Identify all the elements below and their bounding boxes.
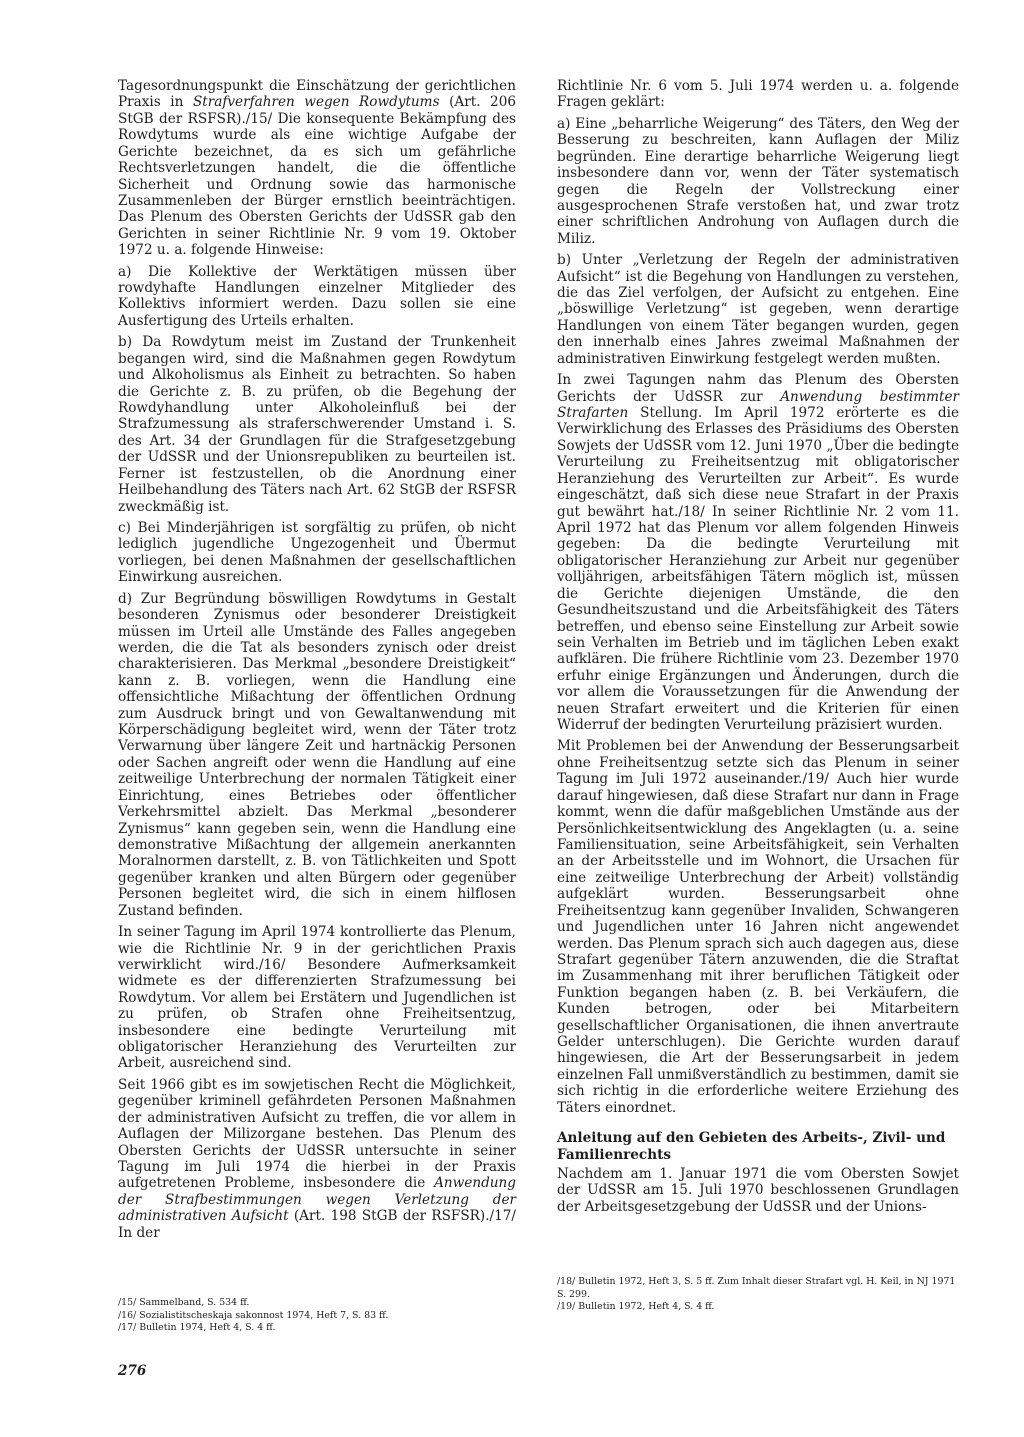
paragraph xyxy=(118,520,516,586)
paragraph xyxy=(118,78,516,259)
paragraph xyxy=(118,591,516,919)
paragraph xyxy=(118,1077,516,1241)
section-heading: Anleitung auf den Gebieten des Arbeits-, Zivil- und Familienrechts xyxy=(557,1130,946,1163)
footnote-15: /15/ Sammelband, S. 534 ff. xyxy=(118,1297,250,1308)
text-run: b) Da Rowdytum meist im Zustand der Trunkenheit begangen wird, sind die Maßnahmen gegen Rowdytum und Alkoholismus als Einheit zu betrachten. So haben die Gerichte z. B. zu prüfen, ob die Begehung der Rowdyhandlung unter Alkoholeinfluß bei der Strafzumessung als straferschwerender Umstand i. S. des Art. 34 der Grundlagen für die Strafgesetzgebung der UdSSR und der Unionsrepubliken zu beurteilen ist. Ferner ist festzustellen, ob die Anordnung einer Heilbehandlung des Täters nach Art. 62 StGB der RSFSR zweckmäßig ist. xyxy=(118,334,516,515)
text-run: In zwei Tagungen nahm das Plenum des Obersten Gerichts der UdSSR zur xyxy=(557,372,959,405)
emphasis-text: Strafverfahren wegen Rowdytums xyxy=(192,94,440,111)
text-run: Stellung. Im April 1972 erörterte es die Verwirklichung des Erlasses des Präsidiums des Obersten Sowjets der UdSSR vom 12. Juni 1970 „Über die bedingte Verurteilung zu Freiheitsentzug mit obligatorischer Heranziehung des Verurteilten zur Arbeit“. Es wurde eingeschätzt, daß sich diese neue Strafart in der Praxis gut bewährt hat./18/ In seiner Richtlinie Nr. 2 vom 11. April 1972 hat das Plenum vor allem folgenden Hinweis gegeben: Da die bedingte Verurteilung mit obligatorischer Heranziehung zur Arbeit nur gegenüber volljährigen, arbeitsfähigen Tätern möglich ist, müssen die Gerichte diejenigen Umstände, die den Gesundheitszustand und die Arbeitsfähigkeit des Täters betreffen, und ebenso seine Einstellung zur Arbeit sowie sein Verhalten im Betrieb und im täglichen Leben exakt aufklären. Die frühere Richtlinie vom 23. Dezember 1970 erfuhr einige Ergänzungen und Änderungen, durch die vor allem die Voraussetzungen für die Anwendung der neuen Strafart erweitert und die Kriterien für einen Widerruf der bedingten Verurteilung präzisiert wurden. xyxy=(557,405,959,734)
paragraph: Nachdem am 1. Januar 1971 die vom Obersten Sowjet der UdSSR am 15. Juli 1970 beschlossenen Grundlagen der Arbeitsgesetzgebung der UdSSR und der Unions- xyxy=(557,1166,959,1215)
emphasis-text: Anwendung der Strafbestimmungen wegen Verletzung der administrativen Aufsicht xyxy=(118,1175,516,1225)
text-run: Seit 1966 gibt es im sowjetischen Recht die Möglichkeit, gegenüber kriminell gefährdeten Personen Maßnahmen der administrativen Aufsicht zu treffen, die vor allem in Auflagen der Milizorgane bestehen. Das Plenum des Obersten Gerichts der UdSSR untersuchte in seiner Tagung im Juli 1974 die hierbei in der Praxis aufgetretenen Probleme, insbesondere die xyxy=(118,1076,516,1192)
text-run: Tagesordnungspunkt die Einschätzung der gerichtlichen Praxis in xyxy=(118,78,516,111)
paragraph xyxy=(118,334,516,515)
page-number: 276 xyxy=(118,1363,147,1379)
footnote-19: /19/ Bulletin 1972, Heft 4, S. 4 ff. xyxy=(557,1301,715,1312)
text-run: (Art. 198 StGB der RSFSR)./17/ In der xyxy=(118,1208,516,1241)
paragraph xyxy=(118,264,516,330)
footnote-16: /16/ Sozialistitscheskaja sakonnost 1974, Heft 7, S. 83 ff. xyxy=(118,1309,389,1321)
footnotes-left xyxy=(118,1297,516,1335)
paragraph xyxy=(557,372,959,733)
text-run: Mit Problemen bei der Anwendung der Besserungsarbeit ohne Freiheitsentzug setzte sich das Plenum in seiner Tagung im Juli 1972 auseinander./19/ Auch hier wurde darauf hingewiesen, daß diese Strafart nur dann in Frage kommt, wenn die dafür maßgeblichen Umstände aus der Persönlichkeitsentwicklung des Angeklagten (u. a. seine Familiensituation, seine Arbeitsfähigkeit, sein Verhalten an der Arbeitsstelle und im Wohnort, die Ursachen für eine zeitweilige Unterbrechung der Arbeit) vollständig aufgeklärt wurden. Besserungsarbeit ohne Freiheitsentzug kann gegenüber Invaliden, Schwangeren und Jugendlichen unter 16 Jahren nicht angewendet werden. Das Plenum sprach sich auch dagegen aus, diese Strafart gegenüber Tätern anzuwenden, die die Straftat im Zusammenhang mit ihrer beruflichen Tätigkeit oder Funktion begangen haben (z. B. bei Verkäufern, die Kunden betrogen, oder bei Mitarbeitern gesellschaftlicher Organisationen, die ihnen anvertraute Gelder unterschlugen). Die Gerichte wurden darauf hingewiesen, die Art der Besserungsarbeit in jedem einzelnen Fall unmißverständlich zu bestimmen, damit sie sich richtig in die erforderliche weitere Erziehung des Täters einordnet. xyxy=(557,738,959,1116)
right-column xyxy=(557,78,959,1220)
text-run: c) Bei Minderjährigen ist sorgfältig zu prüfen, ob nicht lediglich jugendliche Ungezogenheit und Übermut vorliegen, bei denen Maßnahmen der gesellschaftlichen Einwirkung ausreichen. xyxy=(118,519,516,586)
paragraph xyxy=(557,738,959,1116)
text-run: In seiner Tagung im April 1974 kontrollierte das Plenum, wie die Richtlinie Nr. 9 in der gerichtlichen Praxis verwirklicht wird./16/ Besondere Aufmerksamkeit widmete es der differenzierten Strafzumessung bei Rowdytum. Vor allem bei Erstätern und Jugendlichen ist zu prüfen, ob Strafen ohne Freiheitsentzug, insbesondere eine bedingte Verurteilung mit obligatorischer Heranziehung des Verurteilten zur Arbeit, ausreichend sind. xyxy=(118,924,516,1072)
left-column xyxy=(118,78,516,1246)
text-run: (Art. 206 StGB der RSFSR)./15/ Die konsequente Bekämpfung des Rowdytums wurde als eine wichtige Aufgabe der Gerichte bezeichnet, da es sich um gefährliche Rechtsverletzungen handelt, die die öffentliche Sicherheit und Ordnung sowie das harmonische Zusammenleben der Bürger ernstlich beeinträchtigen. Das Plenum des Obersten Gerichts der UdSSR gab den Gerichten in seiner Richtlinie Nr. 9 vom 19. Oktober 1972 u. a. folgende Hinweise: xyxy=(118,94,517,259)
text-run: a) Eine „beharrliche Weigerung“ des Täters, den Weg der Besserung zu beschreiten, kann Auflagen der Miliz begründen. Eine derartige beharrliche Weigerung liegt insbesondere dann vor, wenn der Täter systematisch gegen die Regeln der Vollstreckung einer ausgesprochenen Strafe verstoßen hat, und zwar trotz einer schriftlichen Androhung von Auflagen durch die Miliz. xyxy=(557,115,959,247)
footnote-18: /18/ Bulletin 1972, Heft 3, S. 5 ff. Zum Inhalt dieser Strafart vgl. H. Keil, in NJ 1971 S. 299. xyxy=(557,1276,956,1300)
text-run: d) Zur Begründung böswilligen Rowdytums in Gestalt besonderen Zynismus oder besonderer Dreistigkeit müssen im Urteil alle Umstände des Falles angegeben werden, die die Tat als besonders zynisch oder dreist charakterisieren. Das Merkmal „besondere Dreistigkeit“ kann z. B. vorliegen, wenn die Handlung eine offensichtliche Mißachtung der öffentlichen Ordnung zum Ausdruck bringt und von Gewaltanwendung mit Körperschädigung begleitet wird, wenn der Täter trotz Verwarnung über längere Zeit und hartnäckig Personen oder Sachen angreift oder wenn die Handlung auf eine zeitweilige Unterbrechung der normalen Tätigkeit einer Einrichtung, eines Betriebes oder öffentlicher Verkehrsmittel abzielt. Das Merkmal „besonderer Zynismus“ kann gegeben sein, wenn die Handlung eine demonstrative Mißachtung der allgemein anerkannten Moralnormen darstellt, z. B. von Tätlichkeiten und Spott gegenüber kranken und alten Bürgern oder gegenüber Personen begleitet wird, die sich in einem hilflosen Zustand befinden. xyxy=(118,590,516,919)
emphasis-text: Anwendung bestimmter Strafarten xyxy=(557,388,960,422)
text-run: a) Die Kollektive der Werktätigen müssen über rowdyhafte Handlungen einzelner Mitglieder des Kollektivs informiert werden. Dazu sollen sie eine Ausfertigung des Urteils erhalten. xyxy=(118,263,516,329)
footnote-17: /17/ Bulletin 1974, Heft 4, S. 4 ff. xyxy=(118,1322,276,1333)
paragraph xyxy=(557,78,959,111)
paragraph xyxy=(118,924,516,1072)
footnotes-right xyxy=(557,1276,959,1314)
paragraph xyxy=(557,252,959,367)
paragraph xyxy=(557,116,959,247)
right-column-paragraphs xyxy=(557,78,959,1116)
text-run: Richtlinie Nr. 6 vom 5. Juli 1974 werden u. a. folgende Fragen geklärt: xyxy=(557,78,959,111)
text-run: b) Unter „Verletzung der Regeln der administrativen Aufsicht“ ist die Begehung von Handlungen zu verstehen, die das Ziel verfolgen, der Aufsicht zu entgehen. Eine „böswillige Verletzung“ ist gegeben, wenn derartige Handlungen von einem Täter begangen wurden, gegen den innerhalb eines Jahres zweimal Maßnahmen der administrativen Einwirkung festgelegt werden mußten. xyxy=(557,252,959,367)
